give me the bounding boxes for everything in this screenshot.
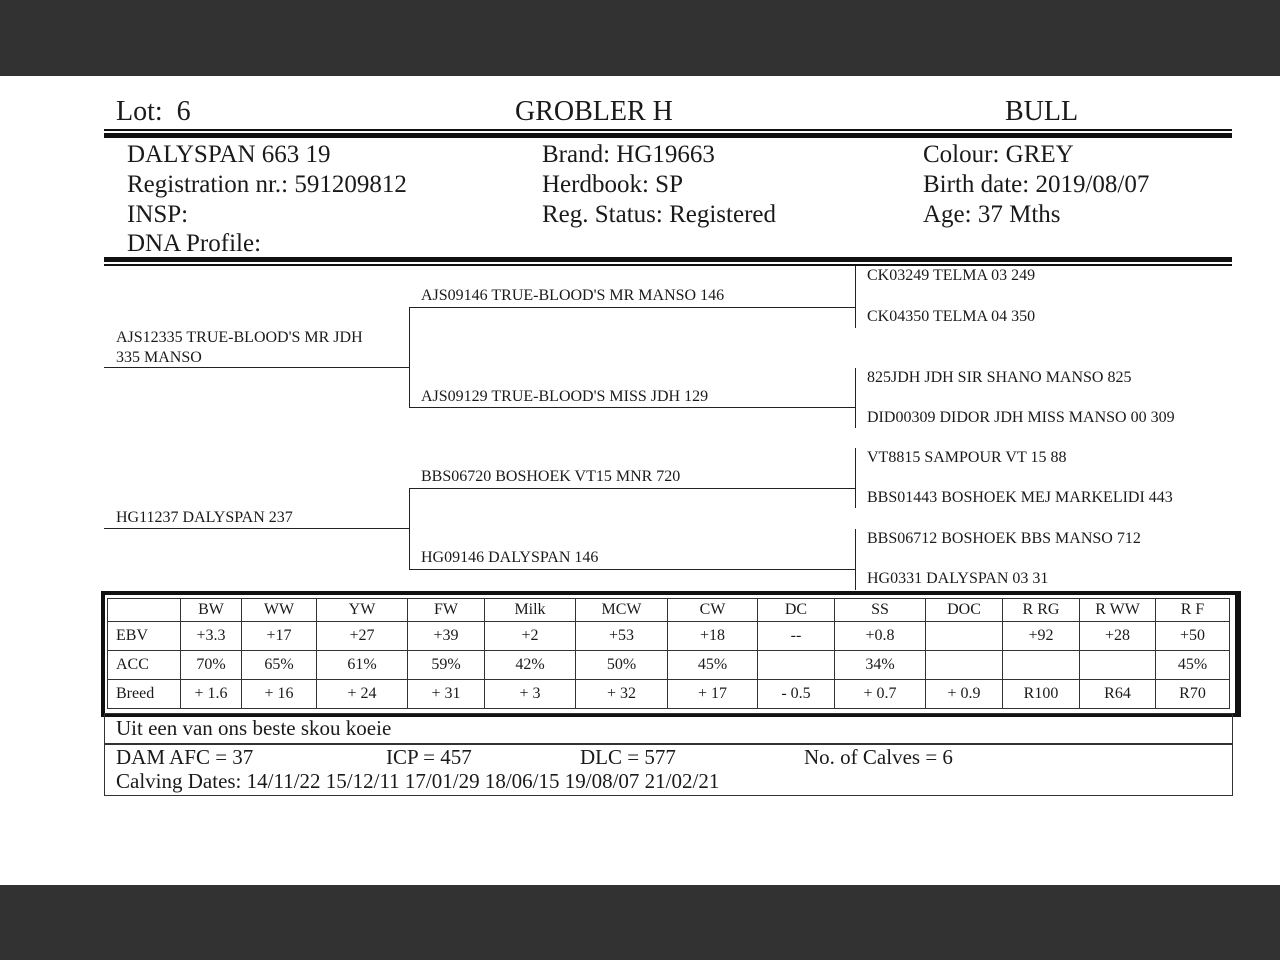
ebv-row-label: EBV [108, 622, 181, 651]
acc-row [108, 651, 1230, 680]
pedigree-ggp-6: BBS01443 BOSHOEK MEJ MARKELIDI 443 [867, 489, 1173, 506]
ebv-header-cell: WW [242, 599, 317, 622]
ebv-header-cell: SS [835, 599, 926, 622]
breed-cell: + 17 [668, 680, 758, 709]
breed-cell: + 0.7 [835, 680, 926, 709]
ebv-header-cell: Milk [485, 599, 576, 622]
breeder-name: GROBLER H [515, 96, 673, 127]
ebv-cell [926, 622, 1003, 651]
remark-text: Uit een van ons beste skou koeie [116, 716, 392, 740]
pedigree-bracket [409, 307, 410, 408]
acc-row-label: ACC [108, 651, 181, 680]
dna-profile-field: DNA Profile: [127, 230, 262, 257]
acc-cell [758, 651, 835, 680]
animal-sex: BULL [1005, 96, 1079, 127]
ebv-cell: +28 [1080, 622, 1156, 651]
ebv-header-cell: DOC [926, 599, 1003, 622]
acc-cell: 65% [242, 651, 317, 680]
brand-field: Brand: HG19663 [542, 141, 715, 168]
breed-cell: + 3 [485, 680, 576, 709]
ebv-header-cell: CW [668, 599, 758, 622]
pedigree-ggp-3: 825JDH JDH SIR SHANO MANSO 825 [867, 369, 1132, 386]
birth-date-field: Birth date: 2019/08/07 [923, 171, 1150, 198]
ebv-header-cell: DC [758, 599, 835, 622]
pedigree-ggp-5: VT8815 SAMPOUR VT 15 88 [867, 449, 1067, 466]
ebv-cell: +0.8 [835, 622, 926, 651]
pedigree-line [104, 528, 410, 529]
ebv-header-cell: MCW [576, 599, 668, 622]
ebv-header-cell: R F [1156, 599, 1230, 622]
breed-cell: R100 [1003, 680, 1080, 709]
acc-cell [1080, 651, 1156, 680]
breed-cell: + 0.9 [926, 680, 1003, 709]
ebv-cell: +3.3 [181, 622, 242, 651]
breed-cell: R64 [1080, 680, 1156, 709]
ebv-cell: -- [758, 622, 835, 651]
breed-row-label: Breed [108, 680, 181, 709]
pedigree-line [409, 407, 855, 408]
header-rule-thin [104, 129, 1232, 131]
acc-cell: 50% [576, 651, 668, 680]
calving-dates: Calving Dates: 14/11/22 15/12/11 17/01/29 18/06/15 19/08/07 21/02/21 [116, 769, 720, 793]
pedigree-dam: HG11237 DALYSPAN 237 [116, 509, 293, 526]
ebv-header-cell: R WW [1080, 599, 1156, 622]
animal-name: DALYSPAN 663 19 [127, 141, 331, 168]
calves-count: No. of Calves = 6 [804, 745, 953, 769]
age-field: Age: 37 Mths [923, 201, 1061, 228]
breed-cell: R70 [1156, 680, 1230, 709]
breed-cell: + 1.6 [181, 680, 242, 709]
ebv-header-cell: YW [317, 599, 408, 622]
info-rule-thick [104, 257, 1232, 262]
pedigree-ggp-2: CK04350 TELMA 04 350 [867, 308, 1036, 325]
ebv-cell: +2 [485, 622, 576, 651]
pedigree-bracket [409, 488, 410, 570]
breed-cell: + 31 [408, 680, 485, 709]
pedigree-sire-dam: AJS09129 TRUE-BLOOD'S MISS JDH 129 [421, 388, 709, 405]
acc-cell: 45% [1156, 651, 1230, 680]
pedigree-line [409, 569, 855, 570]
info-rule-thin [104, 264, 1232, 266]
acc-cell: 34% [835, 651, 926, 680]
ebv-table [107, 598, 1230, 709]
acc-cell: 61% [317, 651, 408, 680]
dam-afc: DAM AFC = 37 [116, 745, 254, 769]
breed-cell: + 24 [317, 680, 408, 709]
acc-cell: 45% [668, 651, 758, 680]
ebv-header-cell: FW [408, 599, 485, 622]
pedigree-dam-dam: HG09146 DALYSPAN 146 [421, 549, 599, 566]
pedigree-bracket [855, 529, 856, 570]
icp-value: ICP = 457 [386, 745, 472, 769]
ebv-header-cell: R RG [1003, 599, 1080, 622]
pedigree-line [409, 488, 855, 489]
pedigree-bracket [855, 570, 856, 590]
pedigree-bracket [855, 266, 856, 308]
pedigree-sire-sire: AJS09146 TRUE-BLOOD'S MR MANSO 146 [421, 287, 725, 304]
header-rule-thick [104, 133, 1232, 138]
colour-field: Colour: GREY [923, 141, 1074, 168]
ebv-header-row [108, 599, 1230, 622]
ebv-cell: +27 [317, 622, 408, 651]
acc-cell [926, 651, 1003, 680]
top-dark-band [0, 0, 1280, 76]
breed-cell: - 0.5 [758, 680, 835, 709]
acc-cell: 59% [408, 651, 485, 680]
breed-row [108, 680, 1230, 709]
reg-status-field: Reg. Status: Registered [542, 201, 776, 228]
pedigree-dam-sire: BBS06720 BOSHOEK VT15 MNR 720 [421, 468, 681, 485]
ebv-row [108, 622, 1230, 651]
pedigree-line [409, 307, 855, 308]
lot-label: Lot: 6 [116, 96, 191, 127]
ebv-cell: +18 [668, 622, 758, 651]
bottom-dark-band [0, 885, 1280, 960]
ebv-header-cell: BW [181, 599, 242, 622]
acc-cell: 42% [485, 651, 576, 680]
acc-cell: 70% [181, 651, 242, 680]
pedigree-bracket [855, 448, 856, 488]
pedigree-line [104, 367, 410, 368]
pedigree-ggp-8: HG0331 DALYSPAN 03 31 [867, 570, 1049, 587]
pedigree-ggp-1: CK03249 TELMA 03 249 [867, 267, 1036, 284]
ebv-cell: +17 [242, 622, 317, 651]
breed-cell: + 16 [242, 680, 317, 709]
pedigree-ggp-7: BBS06712 BOSHOEK BBS MANSO 712 [867, 530, 1141, 547]
ebv-cell: +50 [1156, 622, 1230, 651]
pedigree-ggp-4: DID00309 DIDOR JDH MISS MANSO 00 309 [867, 409, 1175, 426]
pedigree-sire: AJS12335 TRUE-BLOOD'S MR JDH 335 MANSO [116, 329, 363, 366]
pedigree-bracket [855, 308, 856, 328]
lot-number: 6 [176, 96, 191, 127]
ebv-header-cell [108, 599, 181, 622]
acc-cell [1003, 651, 1080, 680]
ebv-cell: +53 [576, 622, 668, 651]
ebv-cell: +92 [1003, 622, 1080, 651]
breed-cell: + 32 [576, 680, 668, 709]
ebv-cell: +39 [408, 622, 485, 651]
pedigree-bracket [855, 368, 856, 408]
registration-number: Registration nr.: 591209812 [127, 171, 407, 198]
pedigree-bracket [855, 408, 856, 428]
dlc-value: DLC = 577 [580, 745, 676, 769]
herdbook-field: Herdbook: SP [542, 171, 683, 198]
pedigree-bracket [855, 488, 856, 508]
insp-field: INSP: [127, 201, 189, 228]
